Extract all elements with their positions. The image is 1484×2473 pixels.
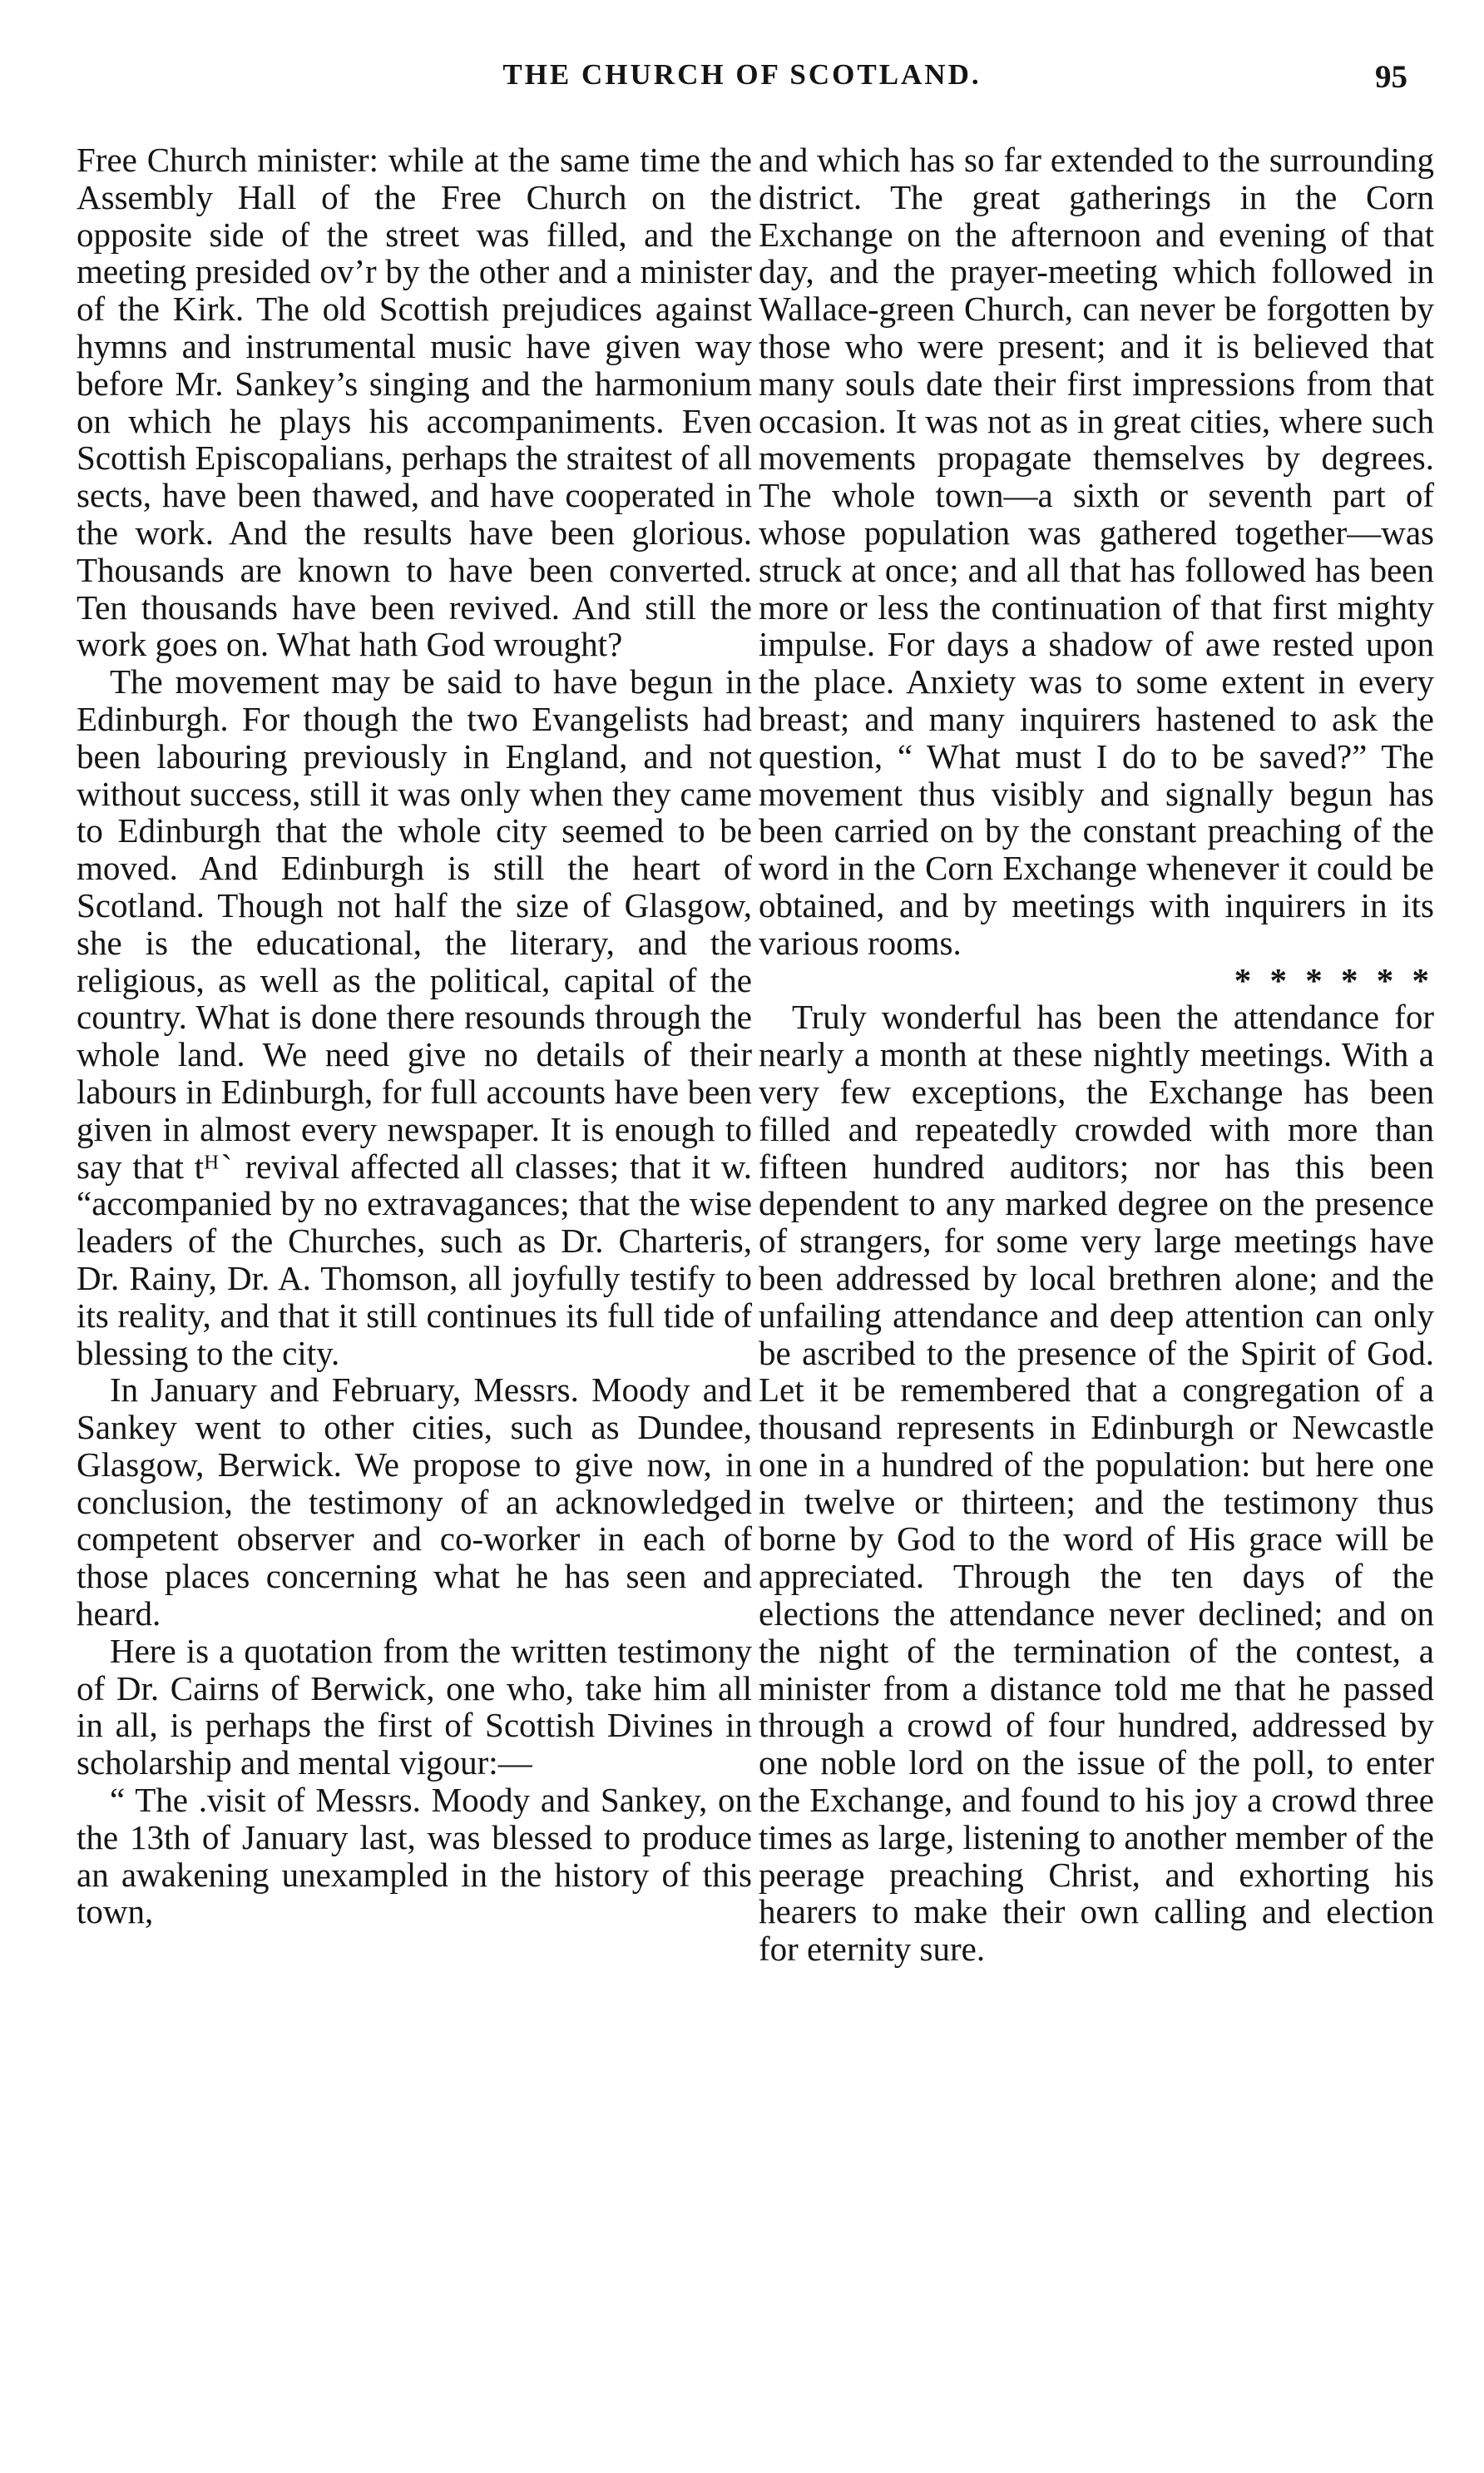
paragraph: The movement may be said to have begun in Edinburgh. For though the two Evangelists had been labouring previously in England, and not without success, still it was only when they came to Edinburgh that the whole city seemed to be moved. And Edinburgh is still the heart of Scotland. Though not half the size of Glasgow, she is the educational, the literary, and the religious, as well as the political, capital of the country. What is done there resounds through the whole land. We need give no details of their labours in Edinburgh, for full accounts have been given in almost every newspaper. It is enough to say that tᴴˋ revival affected all classes; that it w. “accompanied by no extravagances; that the wise leaders of the Churches, such as Dr. Charteris, Dr. Rainy, Dr. A. Thomson, all joyfully testify to its reality, and that it still continues its full tide of blessing to the city.	[77, 662, 752, 1372]
section-separator: * * * * * *	[1234, 960, 1434, 999]
paragraph: Free Church minister: while at the same time the Assembly Hall of the Free Church on the opposite side of the street was filled, and the meeting presided ov’r by the other and a minister of the Kirk. The old Scottish prejudices against hymns and instrumental music have given way before Mr. Sankey’s singing and the harmonium on which he plays his accompaniments. Even Scottish Episcopalians, perhaps the straitest of all sects, have been thawed, and have cooperated in the work. And the results have been glorious. Thousands are known to have been converted. Ten thousands have been revived. And still the work goes on. What hath God wrought?	[77, 141, 752, 664]
quotation-paragraph: “ The .visit of Messrs. Moody and Sankey, on the 13th of January last, was blessed to produce an awakening unexampled in the history of this town,	[77, 1781, 752, 1931]
paragraph: and which has so far extended to the surrounding district. The great gatherings in the Corn Exchange on the afternoon and evening of that day, and the prayer-meeting which followed in Wallace-green Church, can never be forgotten by those who were present; and it is believed that many souls date their first impressions from that occasion. It was not as in great cities, where such movements propagate themselves by degrees. The whole town—a sixth or seventh part of whose population was gathered together—was struck at once; and all that has followed has been more or less the continuation of that first mighty impulse. For days a shadow of awe rested upon the place. Anxiety was to some extent in every breast; and many inquirers hastened to ask the question, “ What must I do to be saved?” The movement thus visibly and signally begun has been carried on by the constant preaching of the word in the Corn Exchange whenever it could be obtained, and by meetings with inquirers in its various rooms.	[759, 141, 1434, 962]
left-column	[77, 141, 752, 1930]
paragraph: In January and February, Messrs. Moody and Sankey went to other cities, such as Dundee, Glasgow, Berwick. We propose to give now, in conclusion, the testimony of an acknowledged competent observer and co-worker in each of those places concerning what he has seen and heard.	[77, 1370, 752, 1633]
paragraph: Here is a quotation from the written testimony of Dr. Cairns of Berwick, one who, take him all in all, is perhaps the first of Scottish Divines in scholarship and mental vigour:—	[77, 1631, 752, 1782]
running-head	[77, 58, 1407, 108]
running-title: THE CHURCH OF SCOTLAND.	[502, 58, 982, 91]
paragraph: Truly wonderful has been the attendance for nearly a month at these nightly meetings. With a very few exceptions, the Exchange has been filled and repeatedly crowded with more than fifteen hundred auditors; nor has this been dependent to any marked degree on the presence of strangers, for some very large meetings have been addressed by local brethren alone; and the unfailing attendance and deep attention can only be ascribed to the presence of the Spirit of God. Let it be remembered that a congregation of a thousand represents in Edinburgh or Newcastle one in a hundred of the population: but here one in twelve or thirteen; and the testimony thus borne by God to the word of His grace will be appreciated. Through the ten days of the elections the attendance never declined; and on the night of the termination of the contest, a minister from a distance told me that he passed through a crowd of four hundred, addressed by one noble lord on the issue of the poll, to enter the Exchange, and found to his joy a crowd three times as large, listening to another member of the peerage preaching Christ, and exhorting his hearers to make their own calling and election for eternity sure.	[759, 998, 1434, 1969]
page-number: 95	[1375, 59, 1407, 95]
right-column	[759, 141, 1434, 1968]
